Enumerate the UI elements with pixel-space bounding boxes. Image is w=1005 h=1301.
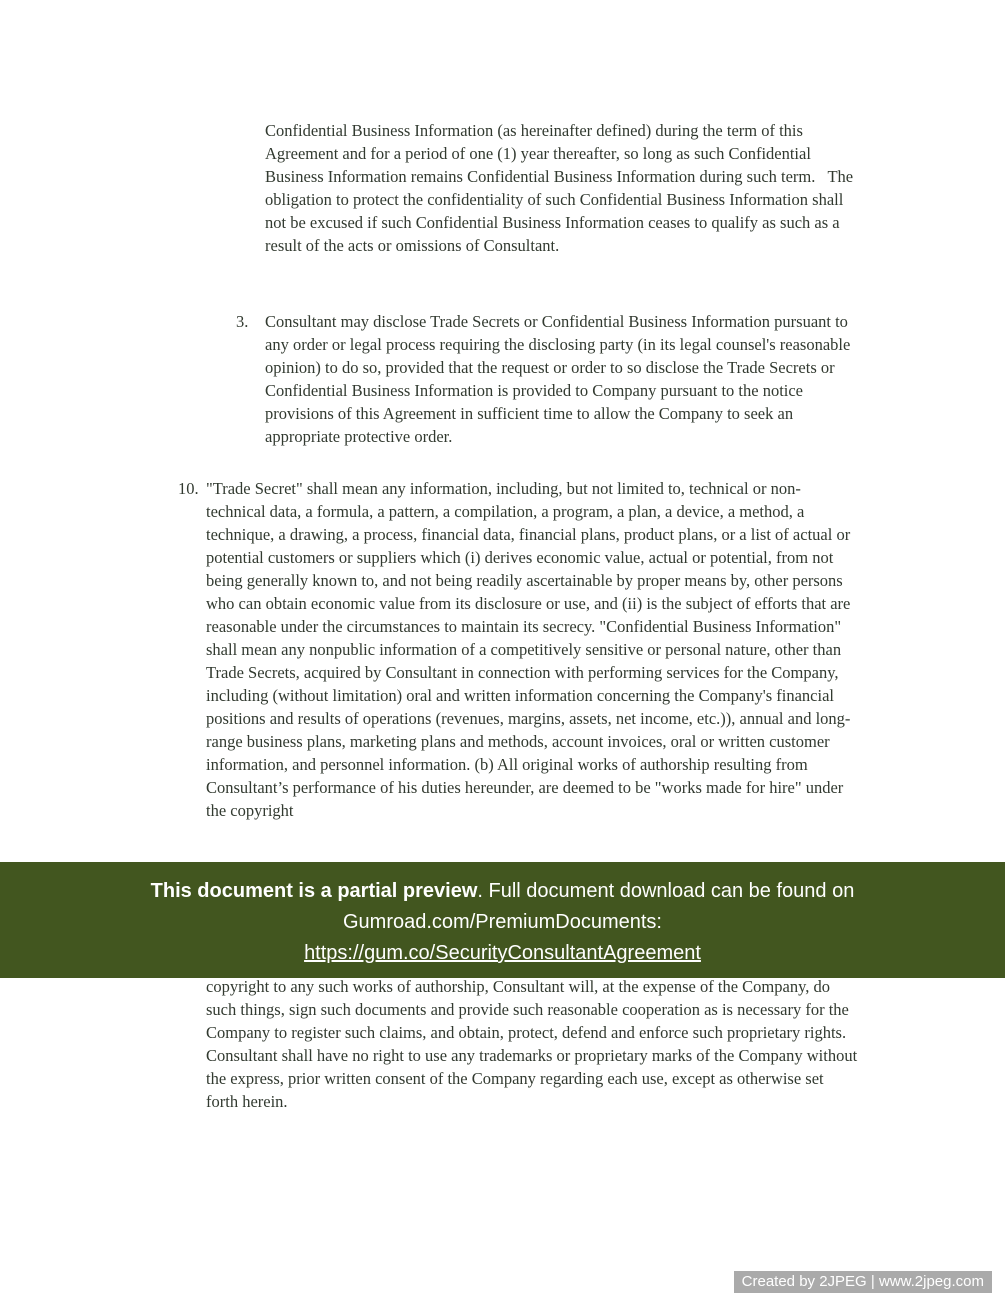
intro-paragraph: Confidential Business Information (as hereinafter defined) during the term of this Agreement and for a period of one (1) year thereafter, so long as such Confidential Business Information remains Confidential Business Information during such term. The obligation to protect the confidentiality of such Confidential Business Information shall not be excused if such Confidential Business Information ceases to qualify as such as a result of the acts or omissions of Consultant. <box>265 121 858 255</box>
list-item-3 <box>236 310 857 448</box>
list-item-10-text: "Trade Secret" shall mean any information, including, but not limited to, technical or non-technical data, a formula, a pattern, a compilation, a program, a plan, a device, a method, a technique, a drawing, a process, financial data, financial plans, product plans, or a list of actual or potential customers or suppliers which (i) derives economic value, actual or potential, from not being generally known to, and not being readily ascertainable by proper means by, other persons who can obtain economic value from its disclosure or use, and (ii) is the subject of efforts that are reasonable under the circumstances to maintain its secrecy. "Confidential Business Information" shall mean any nonpublic information of a competitively sensitive or personal nature, other than Trade Secrets, acquired by Consultant in connection with performing services for the Company, including (without limitation) oral and written information concerning the Company's financial positions and results of operations (revenues, margins, assets, net income, etc.)), annual and long-range business plans, marketing plans and methods, account invoices, oral or written customer information, and personnel information. (b) All original works of authorship resulting from Consultant’s performance of his duties hereunder, are deemed to be "works made for hire" under the copyright <box>206 479 855 820</box>
preview-banner-line2: Gumroad.com/PremiumDocuments: <box>343 911 662 933</box>
list-item-3-number: 3. <box>236 312 249 331</box>
gumroad-link[interactable]: https://gum.co/SecurityConsultantAgreement <box>304 942 701 964</box>
list-item-10 <box>178 477 857 822</box>
preview-banner <box>0 862 1005 978</box>
preview-banner-regular-text: . Full document download can be found on <box>477 880 855 902</box>
continuation-paragraph: copyright to any such works of authorship, Consultant will, at the expense of the Company, do such things, sign such documents and provide such reasonable cooperation as is necessary for the Company to register such claims, and obtain, protect, defend and enforce such proprietary rights. Consultant shall have no right to use any trademarks or proprietary marks of the Company without the express, prior written consent of the Company regarding each use, except as otherwise set forth herein. <box>206 977 862 1111</box>
list-item-10-number: 10. <box>178 479 199 498</box>
preview-banner-line3 <box>0 938 1005 969</box>
list-item-3-text: Consultant may disclose Trade Secrets or Confidential Business Information pursuant to any order or legal process requiring the disclosing party (in its legal counsel's reasonable opinion) to do so, provided that the request or order to so disclose the Trade Secrets or Confidential Business Information is provided to Company pursuant to the notice provisions of this Agreement in sufficient time to allow the Company to seek an appropriate protective order. <box>265 312 855 446</box>
preview-banner-bold-text: This document is a partial preview <box>150 880 478 902</box>
preview-banner-line1 <box>0 876 1005 907</box>
watermark-badge: Created by 2JPEG | www.2jpeg.com <box>734 1271 992 1293</box>
